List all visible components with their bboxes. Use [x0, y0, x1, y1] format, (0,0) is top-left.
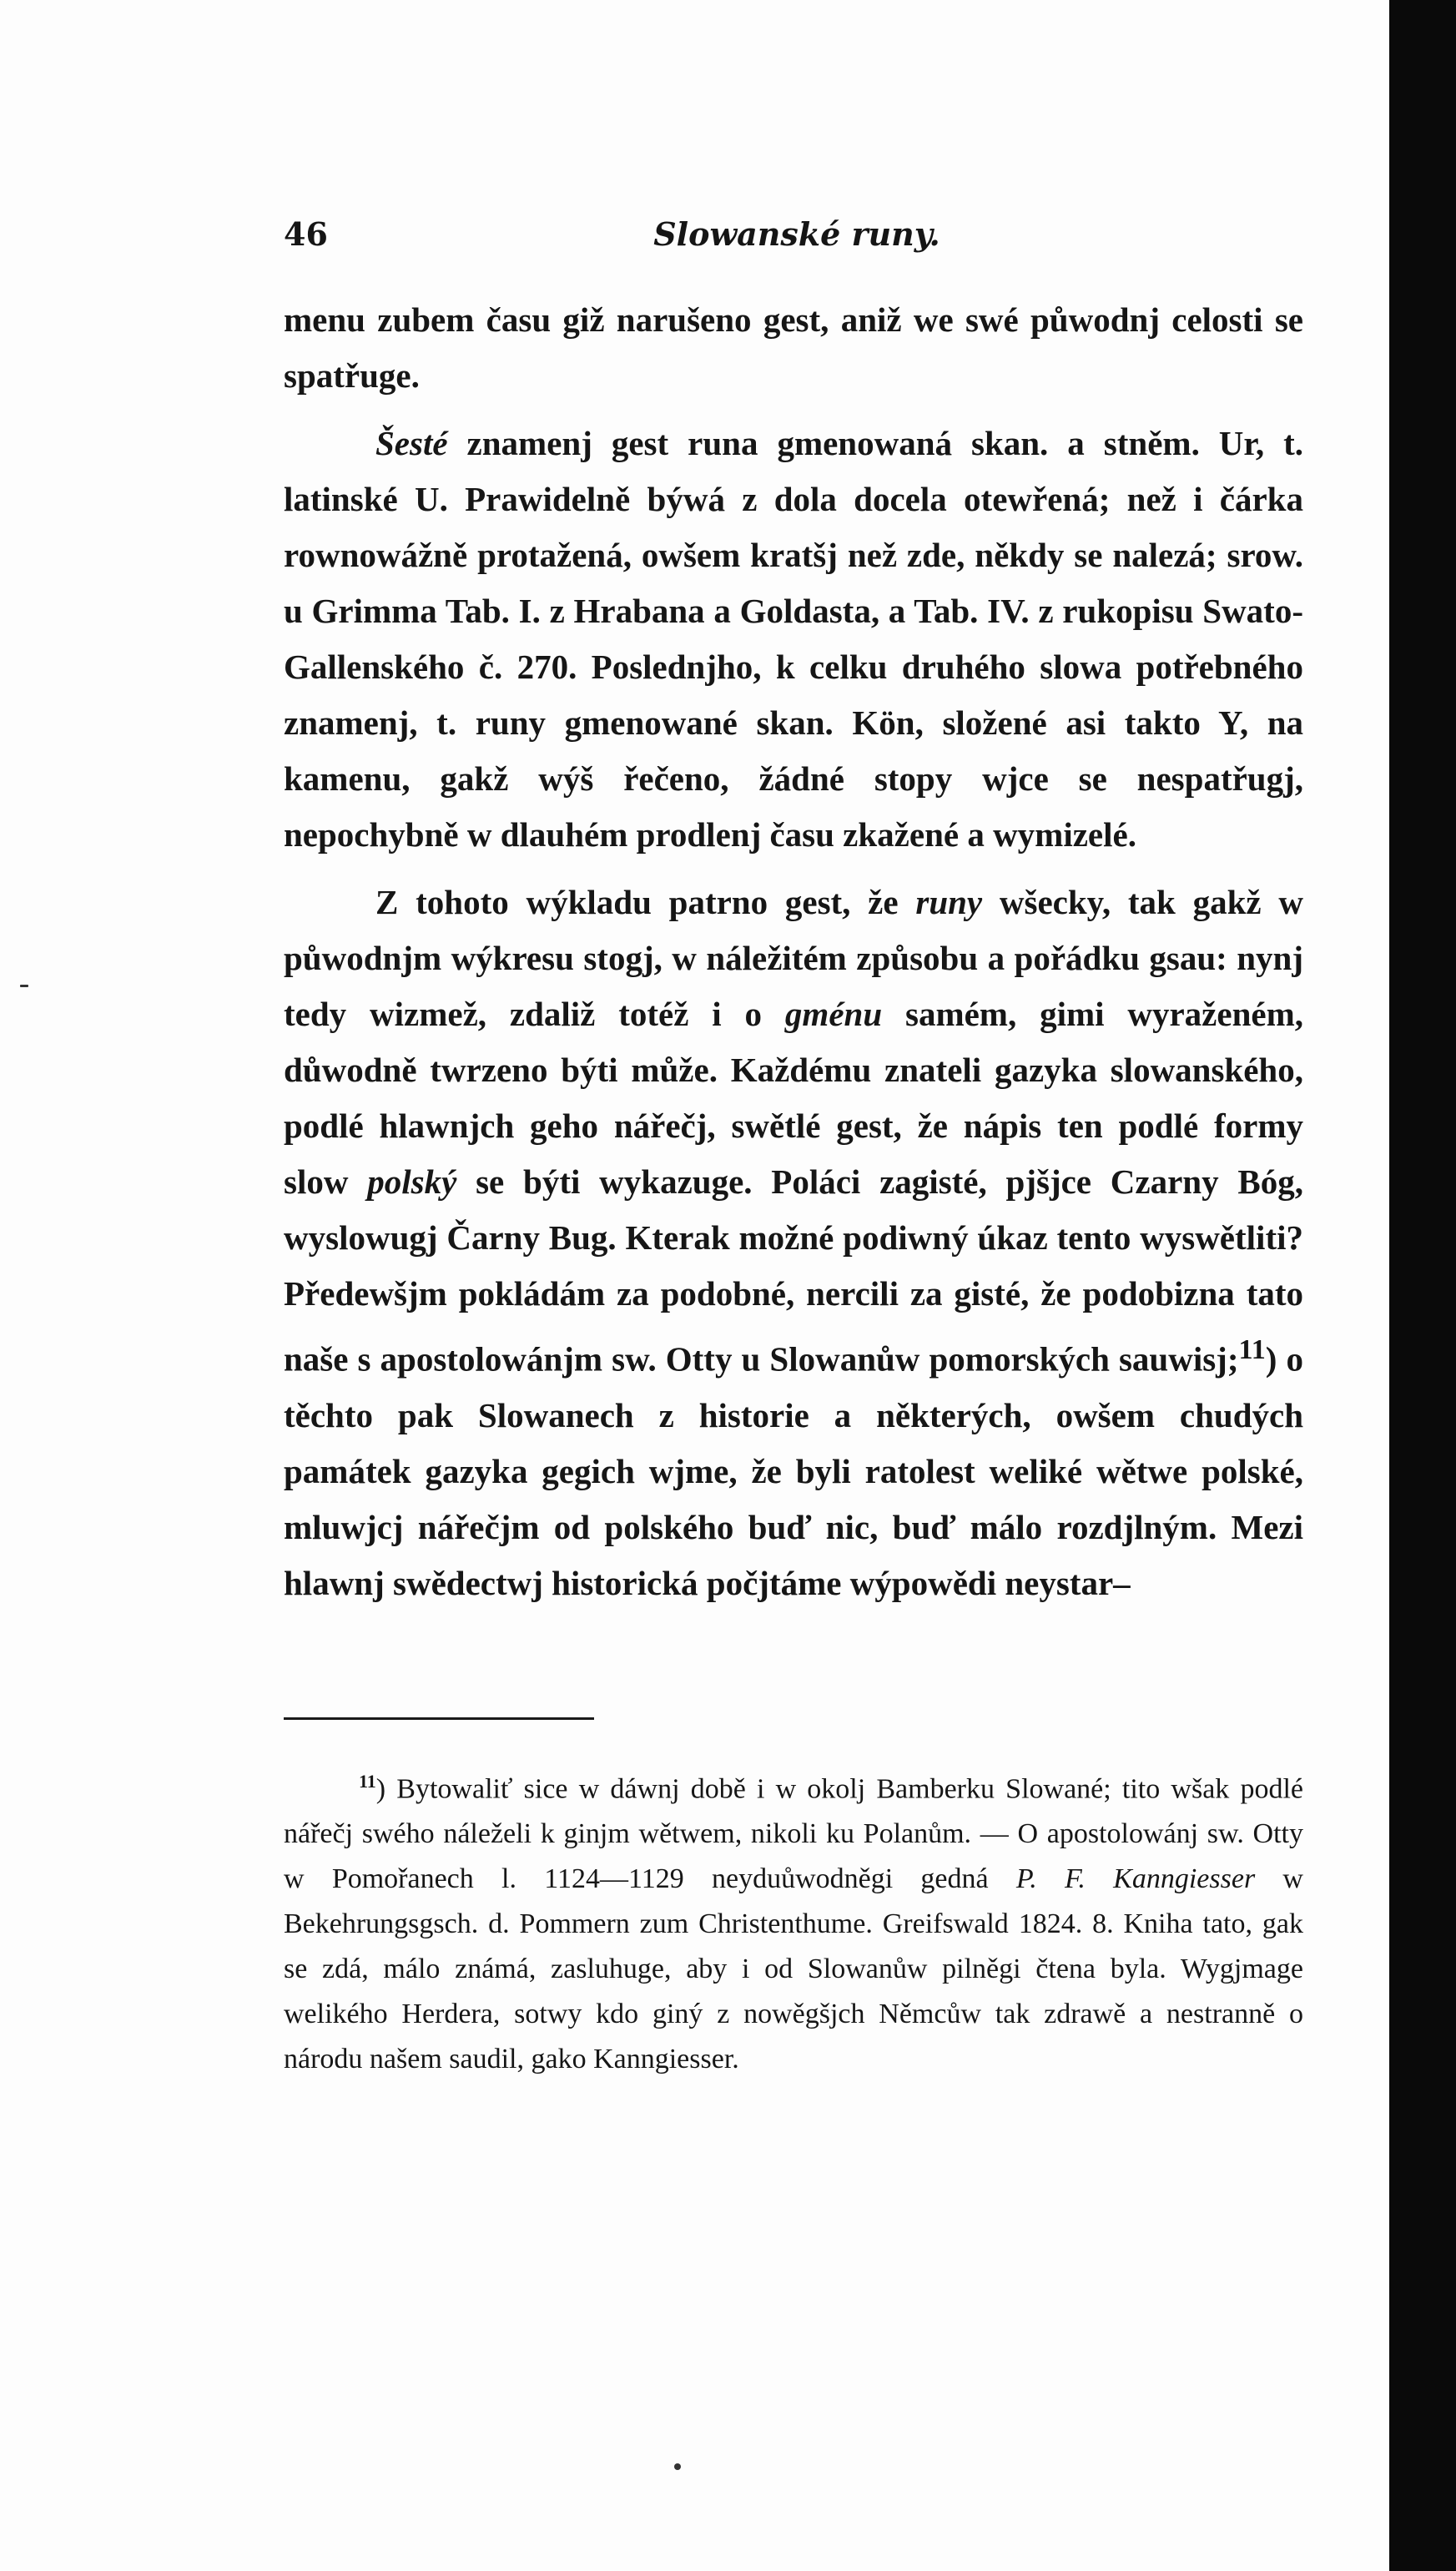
footnote-reference[interactable]: 11	[1238, 1334, 1266, 1365]
footnote-text-a: ) Bytowaliť sice w dáwnj době i w okolj Bamberku Slowané; tito wšak podlé nářečj swého náleželi k ginjm wětwem, nikoli ku Polanům. — O apostolowánj sw. Otty w Pomořanech l. 1124—1129 neyduůwodněgi gedná	[284, 1773, 1303, 1895]
emphasis-runy: runy	[915, 883, 983, 921]
scan-speck	[20, 985, 28, 987]
emphasis-gmenu: gménu	[784, 995, 883, 1033]
paragraph-3	[284, 875, 1303, 1611]
running-title: Slowanské runy.	[653, 215, 940, 253]
paragraph-3-text-d: se býti wykazuge. Poláci zagisté, pjšjce Czarny Bóg, wyslowugj Čarny Bug. Kterak možné podiwný úkaz tento wyswětliti? Předewšjm pokládám za podobné, nercili za gisté, že podobizna tato naše s apostolowánjm sw. Otty u Slowanůw pomorských sauwisj;	[284, 1162, 1303, 1379]
footnote-text-b: w Bekehrungsgsch. d. Pommern zum Christenthume. Greifswald 1824. 8. Kniha tato, gak se zdá, málo známá, zasluhuge, aby i od Slowanůw pilněgi čtena byla. Wygjmage welikého Herdera, sotwy kdo giný z nowěgšjch Němcůw tak zdrawě a nestranně o národu našem saudil, gako Kanngiesser.	[284, 1863, 1303, 2075]
footnote-author: P. F. Kanngiesser	[1015, 1863, 1256, 1895]
footnote-mark: 11	[359, 1771, 376, 1792]
footnote-paragraph	[284, 1759, 1303, 2082]
body-text	[284, 292, 1303, 1611]
paragraph-1: menu zubem času giž narušeno gest, aniž we swé půwodnj celosti se spatřuge.	[284, 300, 1303, 395]
footnote-separator	[284, 1717, 594, 1720]
emphasis-polsky: polský	[367, 1162, 457, 1201]
paragraph-2-lead-word: Šesté	[375, 424, 448, 462]
paragraph-3-text-a: Z tohoto wýkladu patrno gest, že	[375, 883, 916, 921]
scan-right-edge	[1389, 0, 1456, 2571]
footnote	[284, 1759, 1303, 2082]
scan-speck	[674, 2463, 681, 2470]
paragraph-3-text-e: ) o těchto pak Slowanech z historie a některých, owšem chudých památek gazyka gegich wjme, že byli ratolest weliké wětwe polské, mluwjcj nářečjm od polského buď nic, buď málo rozdjlným. Mezi hlawnj swědectwj historická počjtáme wýpowědi neystar–	[284, 1339, 1304, 1602]
paragraph-3-text-b: wšecky, tak gakž w půwodnjm wýkresu stogj, w náležitém způsobu a pořádku gsau: nynj tedy wizmež, zdaliž totéž i o	[284, 883, 1303, 1033]
page-number: 46	[284, 215, 328, 253]
page-header	[284, 215, 1310, 265]
paragraph-3-text-c: samém, gimi wyraženém, důwodně twrzeno býti může. Každému znateli gazyka slowanského, podlé hlawnjch geho nářečj, swětlé gest, že nápis ten podlé formy slow	[284, 995, 1303, 1201]
paragraph-2	[284, 416, 1303, 863]
paragraph-2-text: znamenj gest runa gmenowaná skan. a stněm. Ur, t. latinské U. Prawidelně býwá z dola docela otewřená; než i čárka rownowážně protažená, owšem kratšj než zde, někdy se nalezá; srow. u Grimma Tab. I. z Hrabana a Goldasta, a Tab. IV. z rukopisu Swato-Gallenského č. 270. Poslednjho, k celku druhého slowa potřebného znamenj, t. runy gmenowané skan. Kön, složené asi takto Y, na kamenu, gakž wýš řečeno, žádné stopy wjce se nespatřugj, nepochybně w dlauhém prodlenj času zkažené a wymizelé.	[284, 424, 1303, 854]
